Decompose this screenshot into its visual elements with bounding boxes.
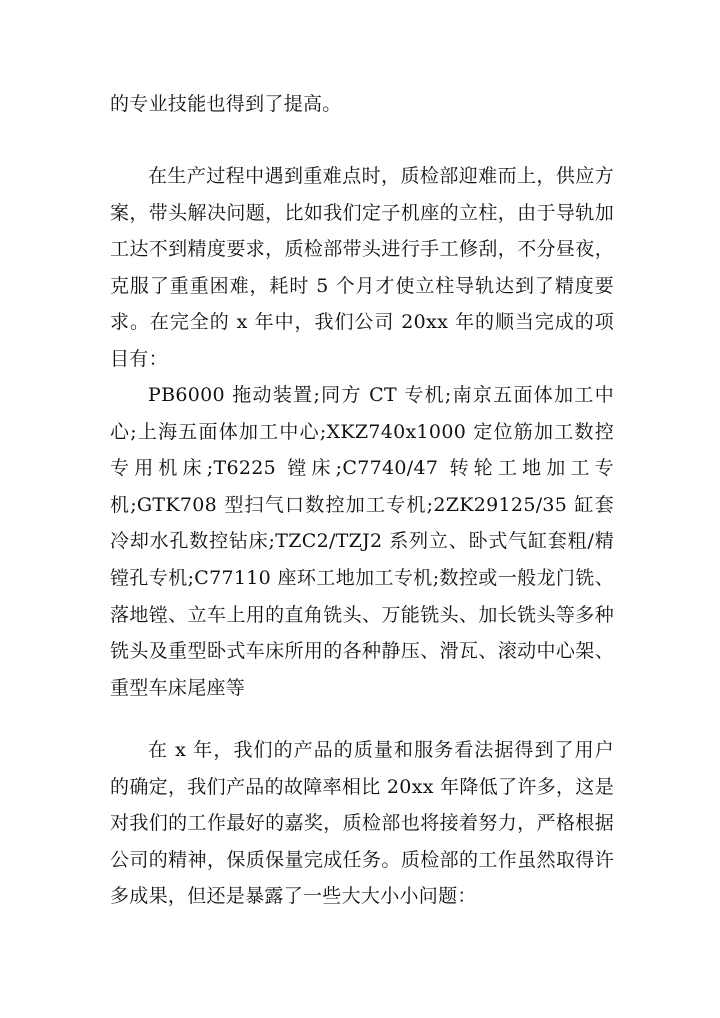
paragraph-quality-results: 在 x 年，我们的产品的质量和服务看法据得到了用户的确定，我们产品的故障率相比 20xx 年降低了许多，这是对我们的工作最好的嘉奖，质检部也将接着努力，严格根据公司的精神，保质保量完成任务。质检部的工作虽然取得许多成果，但还是暴露了一些大大小小问题： [110, 739, 614, 908]
paragraph-completed-projects: PB6000 拖动装置;同方 CT 专机;南京五面体加工中心;上海五面体加工中心;XKZ740x1000 定位筋加工数控专用机床;T6225 镗床;C7740/47 转轮工地加工专机;GTK708 型扫气口数控加工专机;2ZK29125/35 缸套冷却水孔数控钻床;TZC2/TZJ2 系列立、卧式气缸套粗/精镗孔专机;C77110 座环工地加工专机;数控或一般龙门铣、落地镗、立车上用的直角铣头、万能铣头、加长铣头等多种铣头及重型卧式车床所用的各种静压、滑瓦、滚动中心架、重型车床尾座等 [110, 384, 614, 699]
paragraph-production-difficulties: 在生产过程中遇到重难点时，质检部迎难而上，供应方案，带头解决问题，比如我们定子机座的立柱，由于导轨加工达不到精度要求，质检部带头进行手工修刮，不分昼夜，克服了重重困难，耗时 5 个月才使立柱导轨达到了精度要求。在完全的 x 年中，我们公司 20xx 年的顺当完成的项目有： [110, 165, 614, 370]
paragraph-skills-improved: 的专业技能也得到了提高。 [110, 93, 342, 115]
